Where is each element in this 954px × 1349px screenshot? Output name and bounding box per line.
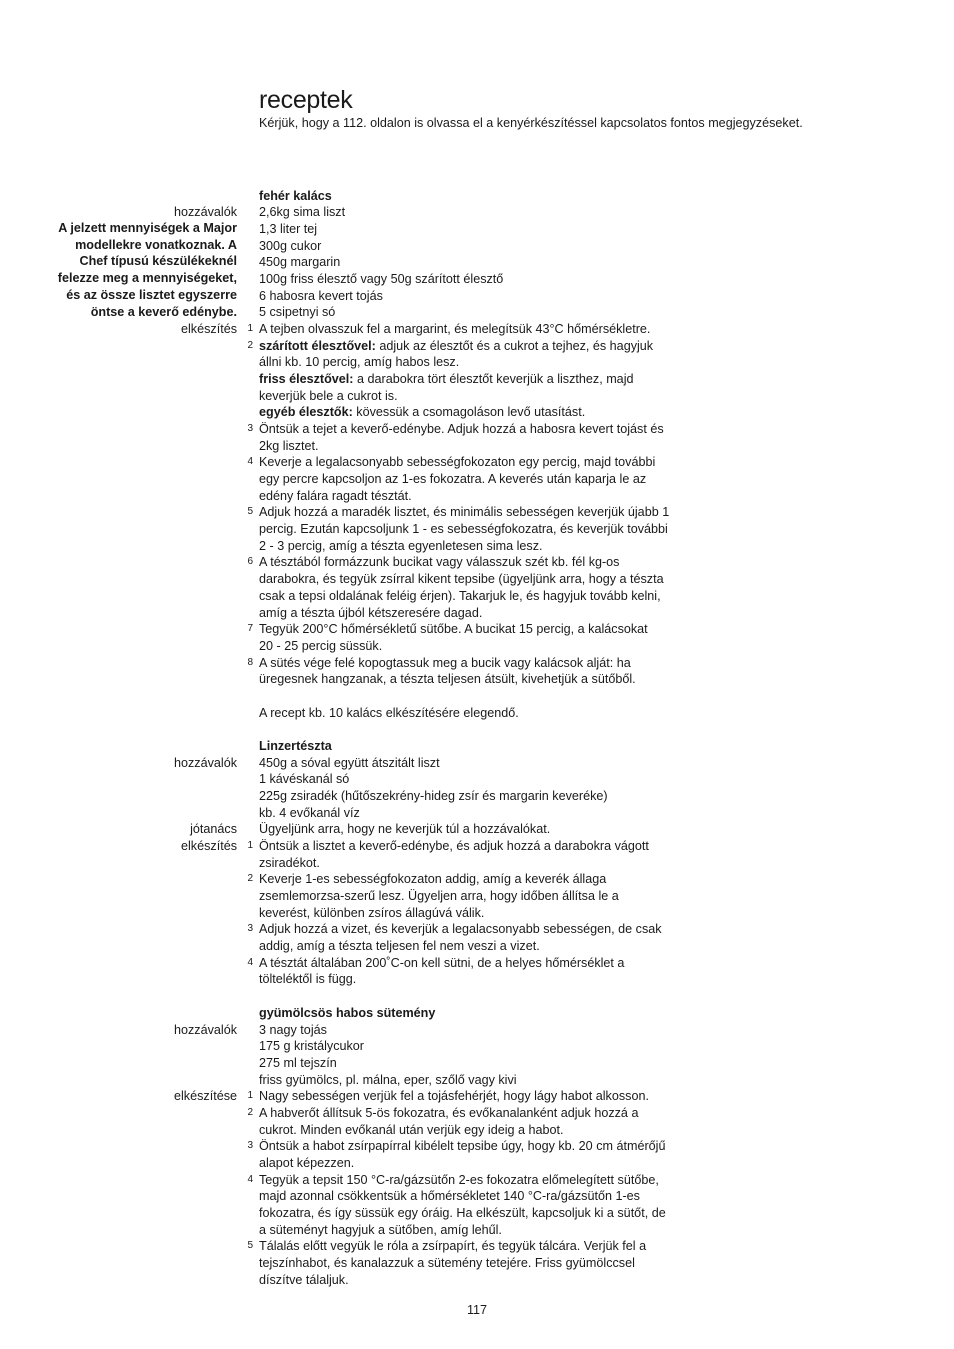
line-text [259, 471, 646, 488]
step-number: 1 [247, 1090, 253, 1102]
text-run: Tálalás előtt vegyük le róla a zsírpapírt, és tegyük tálcára. Verjük fel a [259, 1239, 647, 1254]
line-text [259, 921, 662, 938]
side-note-line: öntse a keverő edénybe. [90, 304, 237, 319]
text-line [0, 588, 954, 605]
section-label: jótanács [190, 822, 237, 837]
text-run: 6 habosra kevert tojás [259, 288, 383, 303]
text-run: alapot képezzen. [259, 1155, 355, 1170]
text-run: keverést, különben zsíros állagúvá válik. [259, 905, 485, 920]
text-line [0, 671, 954, 688]
text-run: darabokra, és tegyük zsírral kikent tepsibe (ügyeljünk arra, hogy a tészta [259, 572, 664, 587]
text-line [0, 1022, 954, 1039]
text-line [0, 1138, 954, 1155]
step-number: 2 [247, 1106, 253, 1118]
line-text [259, 188, 332, 205]
line-text [259, 388, 398, 405]
text-run: zsemlemorzsa-szerű lesz. Ügyeljen arra, hogy időben állítsa le a [259, 889, 619, 904]
text-line [0, 271, 954, 288]
line-text [259, 554, 619, 571]
text-run: 5 csipetnyi só [259, 305, 336, 320]
text-line [0, 388, 954, 405]
text-run: addig, amíg a tészta teljesen fel nem veszi a vizet. [259, 939, 540, 954]
line-text [259, 1272, 349, 1289]
text-run: adjuk az élesztőt és a cukrot a tejhez, és hagyjuk [375, 338, 654, 353]
text-line [0, 905, 954, 922]
text-run: állni kb. 10 percig, amíg habos lesz. [259, 355, 460, 370]
text-run: Keverje 1-es sebességfokozaton addig, amíg a keverék állaga [259, 872, 607, 887]
text-line [0, 304, 954, 321]
text-line [0, 1105, 954, 1122]
line-text [259, 454, 655, 471]
text-run: csak a tepsi oldalának feléig érjen). Takarjuk le, és hagyjuk tovább kelni, [259, 588, 661, 603]
text-line [0, 454, 954, 471]
intro-text: Kérjük, hogy a 112. oldalon is olvassa el a kenyérkészítéssel kapcsolatos fontos megjegyzéseket. [259, 116, 803, 130]
line-text [259, 855, 320, 872]
text-run: tejszínhabot, és kanalazzuk a sütemény tetejére. Friss gyümölccsel [259, 1256, 635, 1271]
text-run: 3 nagy tojás [259, 1022, 327, 1037]
line-text [259, 955, 624, 972]
line-text [259, 788, 608, 805]
step-number: 1 [247, 322, 253, 334]
line-text [259, 304, 335, 321]
line-text [259, 1188, 640, 1205]
text-line [0, 771, 954, 788]
line-text [259, 1138, 665, 1155]
text-run: tölteléktől is függ. [259, 972, 357, 987]
bold-text: fehér kalács [259, 188, 332, 203]
text-line [0, 1088, 954, 1105]
bold-text: Linzertészta [259, 738, 332, 753]
line-text [259, 888, 619, 905]
line-text [259, 638, 382, 655]
line-text [259, 671, 636, 688]
text-run: a darabokra tört élesztőt keverjük a liszthez, majd [353, 371, 634, 386]
side-note-line: felezze meg a mennyiségeket, [57, 271, 237, 286]
text-run: díszítve tálaljuk. [259, 1272, 349, 1287]
text-line [0, 571, 954, 588]
step-number: 3 [247, 923, 253, 935]
line-text [259, 621, 648, 638]
text-line [0, 488, 954, 505]
step-number: 5 [247, 1240, 253, 1252]
text-line [0, 955, 954, 972]
text-run: Tegyük a tepsit 150 °C-ra/gázsütőn 2-es fokozatra előmelegített sütőbe, [259, 1172, 659, 1187]
text-run: majd azonnal csökkentsük a hőmérsékletet 140 °C-ra/gázsütőn 1-es [259, 1189, 640, 1204]
line-text [259, 1088, 649, 1105]
line-text [259, 1105, 638, 1122]
text-run: Nagy sebességen verjük fel a tojásfehérjét, hogy lágy habot alkosson. [259, 1089, 649, 1104]
section-label: elkészítés [181, 839, 237, 854]
text-run: Ügyeljünk arra, hogy ne keverjük túl a hozzávalókat. [259, 822, 551, 837]
text-line [0, 721, 954, 738]
text-line [0, 188, 954, 205]
section-label: hozzávalók [173, 755, 237, 770]
text-run: A tésztából formázzunk bucikat vagy válasszuk szét kb. fél kg-os [259, 555, 620, 570]
line-text [259, 1022, 327, 1039]
line-text [259, 871, 606, 888]
text-line [0, 888, 954, 905]
line-text [259, 354, 459, 371]
text-line [0, 988, 954, 1005]
line-text [259, 605, 482, 622]
text-run: üregesnek hangzanak, a tészta teljesen átsült, kivehetjük a sütőből. [259, 672, 636, 687]
text-run: 1,3 liter tej [259, 221, 318, 236]
text-line [0, 705, 954, 722]
line-text [259, 1055, 337, 1072]
section-label: elkészítés [181, 321, 237, 336]
text-line [0, 538, 954, 555]
bold-text: szárított élesztővel: [259, 338, 376, 353]
step-number: 5 [247, 506, 253, 518]
text-line [0, 1255, 954, 1272]
step-number: 4 [247, 1173, 253, 1185]
line-text [259, 771, 349, 788]
line-text [259, 1238, 646, 1255]
text-line [0, 921, 954, 938]
text-run: cukrot. Minden evőkanál után verjük egy ideig a habot. [259, 1122, 564, 1137]
text-run: zsiradékot. [259, 855, 320, 870]
text-line [0, 1055, 954, 1072]
step-number: 3 [247, 423, 253, 435]
text-run: edény falára ragadt tésztát. [259, 488, 412, 503]
text-run: keverjük bele a cukrot is. [259, 388, 398, 403]
text-run: 1 kávéskanál só [259, 772, 350, 787]
line-text [259, 971, 356, 988]
text-run: Öntsük a lisztet a keverő-edénybe, és adjuk hozzá a darabokra vágott [259, 839, 649, 854]
line-text [259, 238, 321, 255]
step-number: 2 [247, 873, 253, 885]
text-line [0, 338, 954, 355]
text-line [0, 554, 954, 571]
text-line [0, 238, 954, 255]
text-line [0, 738, 954, 755]
bold-text: friss élesztővel: [259, 371, 354, 386]
text-run: 2 - 3 percig, amíg a tészta egyenletesen sima lesz. [259, 538, 543, 553]
text-line [0, 288, 954, 305]
text-line [0, 1222, 954, 1239]
text-line [0, 471, 954, 488]
text-run: Öntsük a habot zsírpapírral kibélelt tepsibe úgy, hogy kb. 20 cm átmérőjű [259, 1139, 666, 1154]
line-text [259, 1222, 502, 1239]
text-line [0, 254, 954, 271]
text-run: 275 ml tejszín [259, 1055, 337, 1070]
text-run: Keverje a legalacsonyabb sebességfokozaton egy percig, majd további [259, 455, 656, 470]
line-text [259, 371, 634, 388]
text-run: 2,6kg sima liszt [259, 205, 346, 220]
text-run: egy percre kapcsoljon az 1-es fokozatra. A keverés után kaparja le az [259, 472, 647, 487]
text-line [0, 421, 954, 438]
side-note-line: A jelzett mennyiségek a Major [58, 221, 237, 235]
text-run: kövessük a csomagoláson levő utasítást. [352, 405, 586, 420]
text-run: A tejben olvasszuk fel a margarint, és melegítsük 43°C hőmérsékletre. [259, 321, 651, 336]
step-number: 4 [247, 956, 253, 968]
line-text [259, 838, 649, 855]
line-text [259, 1205, 666, 1222]
line-text [259, 705, 519, 722]
side-note-line: modellekre vonatkoznak. A [75, 237, 237, 252]
step-number: 1 [247, 840, 253, 852]
side-note-line: és az össze lisztet egyszerre [66, 287, 237, 302]
text-line [0, 1272, 954, 1289]
line-text [259, 1172, 659, 1189]
text-run: 20 - 25 percig süssük. [259, 638, 383, 653]
text-line [0, 1155, 954, 1172]
text-line [0, 1188, 954, 1205]
text-run: 450g a sóval együtt átszitált liszt [259, 755, 440, 770]
text-line [0, 688, 954, 705]
line-text [259, 1072, 517, 1089]
text-run: 100g friss élesztő vagy 50g szárított élesztő [259, 271, 504, 286]
text-line [0, 354, 954, 371]
line-text [259, 905, 484, 922]
step-number: 2 [247, 339, 253, 351]
text-run: kb. 4 evőkanál víz [259, 805, 360, 820]
line-text [259, 221, 317, 238]
line-text [259, 288, 383, 305]
text-line [0, 1122, 954, 1139]
text-run: Tegyük 200°C hőmérsékletű sütőbe. A bucikat 15 percig, a kalácsokat [259, 622, 648, 637]
line-text [259, 1122, 564, 1139]
line-text [259, 488, 412, 505]
line-text [259, 504, 669, 521]
page-title: receptek [259, 86, 353, 114]
line-text [259, 338, 653, 355]
line-text [259, 521, 668, 538]
line-text [259, 538, 543, 555]
step-number: 6 [247, 556, 253, 568]
line-text [259, 755, 440, 772]
text-run: A tésztát általában 200˚C-on kell sütni, de a helyes hőmérséklet a [259, 955, 625, 970]
line-text [259, 204, 345, 221]
text-line [0, 321, 954, 338]
text-line [0, 504, 954, 521]
text-line [0, 1072, 954, 1089]
line-text [259, 571, 664, 588]
text-run: Adjuk hozzá a maradék lisztet, és minimális sebességen keverjük újabb 1 [259, 505, 670, 520]
line-text [259, 588, 661, 605]
line-text [259, 1155, 354, 1172]
text-line [0, 821, 954, 838]
step-number: 8 [247, 656, 253, 668]
step-number: 3 [247, 1140, 253, 1152]
line-text [259, 404, 585, 421]
line-text [259, 438, 319, 455]
text-line [0, 971, 954, 988]
text-line [0, 638, 954, 655]
side-note-line: Chef típusú készülékeknél [79, 254, 237, 269]
line-text [259, 1038, 364, 1055]
text-line [0, 521, 954, 538]
text-line [0, 1005, 954, 1022]
section-label: hozzávalók [173, 1022, 237, 1037]
line-text [259, 938, 540, 955]
text-run: amíg a tészta újból kétszeresére dagad. [259, 605, 483, 620]
text-line [0, 221, 954, 238]
text-line [0, 755, 954, 772]
step-number: 4 [247, 456, 253, 468]
text-run: 225g zsiradék (hűtőszekrény-hideg zsír és margarin keveréke) [259, 788, 608, 803]
text-line [0, 871, 954, 888]
text-line [0, 605, 954, 622]
section-label: elkészítése [174, 1089, 237, 1104]
line-text [259, 321, 650, 338]
text-line [0, 404, 954, 421]
line-text [259, 271, 503, 288]
text-line [0, 838, 954, 855]
text-run: a süteményt hagyjuk a sütőben, amíg lehűl. [259, 1222, 502, 1237]
text-run: A recept kb. 10 kalács elkészítésére elegendő. [259, 705, 519, 720]
text-run: A sütés vége felé kopogtassuk meg a bucik vagy kalácsok alját: ha [259, 655, 631, 670]
line-text [259, 1255, 635, 1272]
line-text [259, 821, 550, 838]
text-line [0, 655, 954, 672]
line-text [259, 1005, 435, 1022]
text-line [0, 1205, 954, 1222]
text-line [0, 621, 954, 638]
text-run: friss gyümölcs, pl. málna, eper, szőlő vagy kivi [259, 1072, 517, 1087]
text-run: 450g margarin [259, 255, 341, 270]
text-run: Adjuk hozzá a vizet, és keverjük a legalacsonyabb sebességen, de csak [259, 922, 662, 937]
text-line [0, 1238, 954, 1255]
line-text [259, 655, 631, 672]
line-text [259, 805, 360, 822]
text-line [0, 1172, 954, 1189]
text-line [0, 1038, 954, 1055]
text-run: percig. Ezután kapcsoljunk 1 - es sebességfokozatra, és keverjük további [259, 522, 668, 537]
text-line [0, 855, 954, 872]
line-text [259, 738, 332, 755]
text-line [0, 805, 954, 822]
text-line [0, 204, 954, 221]
text-line [0, 371, 954, 388]
line-text [259, 421, 664, 438]
text-run: 2kg lisztet. [259, 438, 319, 453]
text-line [0, 938, 954, 955]
bold-text: egyéb élesztők: [259, 405, 353, 420]
bold-text: gyümölcsös habos sütemény [259, 1005, 436, 1020]
step-number: 7 [247, 623, 253, 635]
text-run: 300g cukor [259, 238, 322, 253]
text-run: 175 g kristálycukor [259, 1039, 364, 1054]
section-label: hozzávalók [173, 205, 237, 220]
page-number: 117 [466, 1303, 488, 1317]
text-run: Öntsük a tejet a keverő-edénybe. Adjuk hozzá a habosra kevert tojást és [259, 422, 664, 437]
text-line [0, 438, 954, 455]
text-line [0, 788, 954, 805]
line-text [259, 254, 340, 271]
text-run: A habverőt állítsuk 5-ös fokozatra, és evőkanalanként adjuk hozzá a [259, 1105, 639, 1120]
text-run: fokozatra, és így süssük egy óráig. Ha elkészült, kapcsoljuk ki a sütőt, de [259, 1205, 666, 1220]
